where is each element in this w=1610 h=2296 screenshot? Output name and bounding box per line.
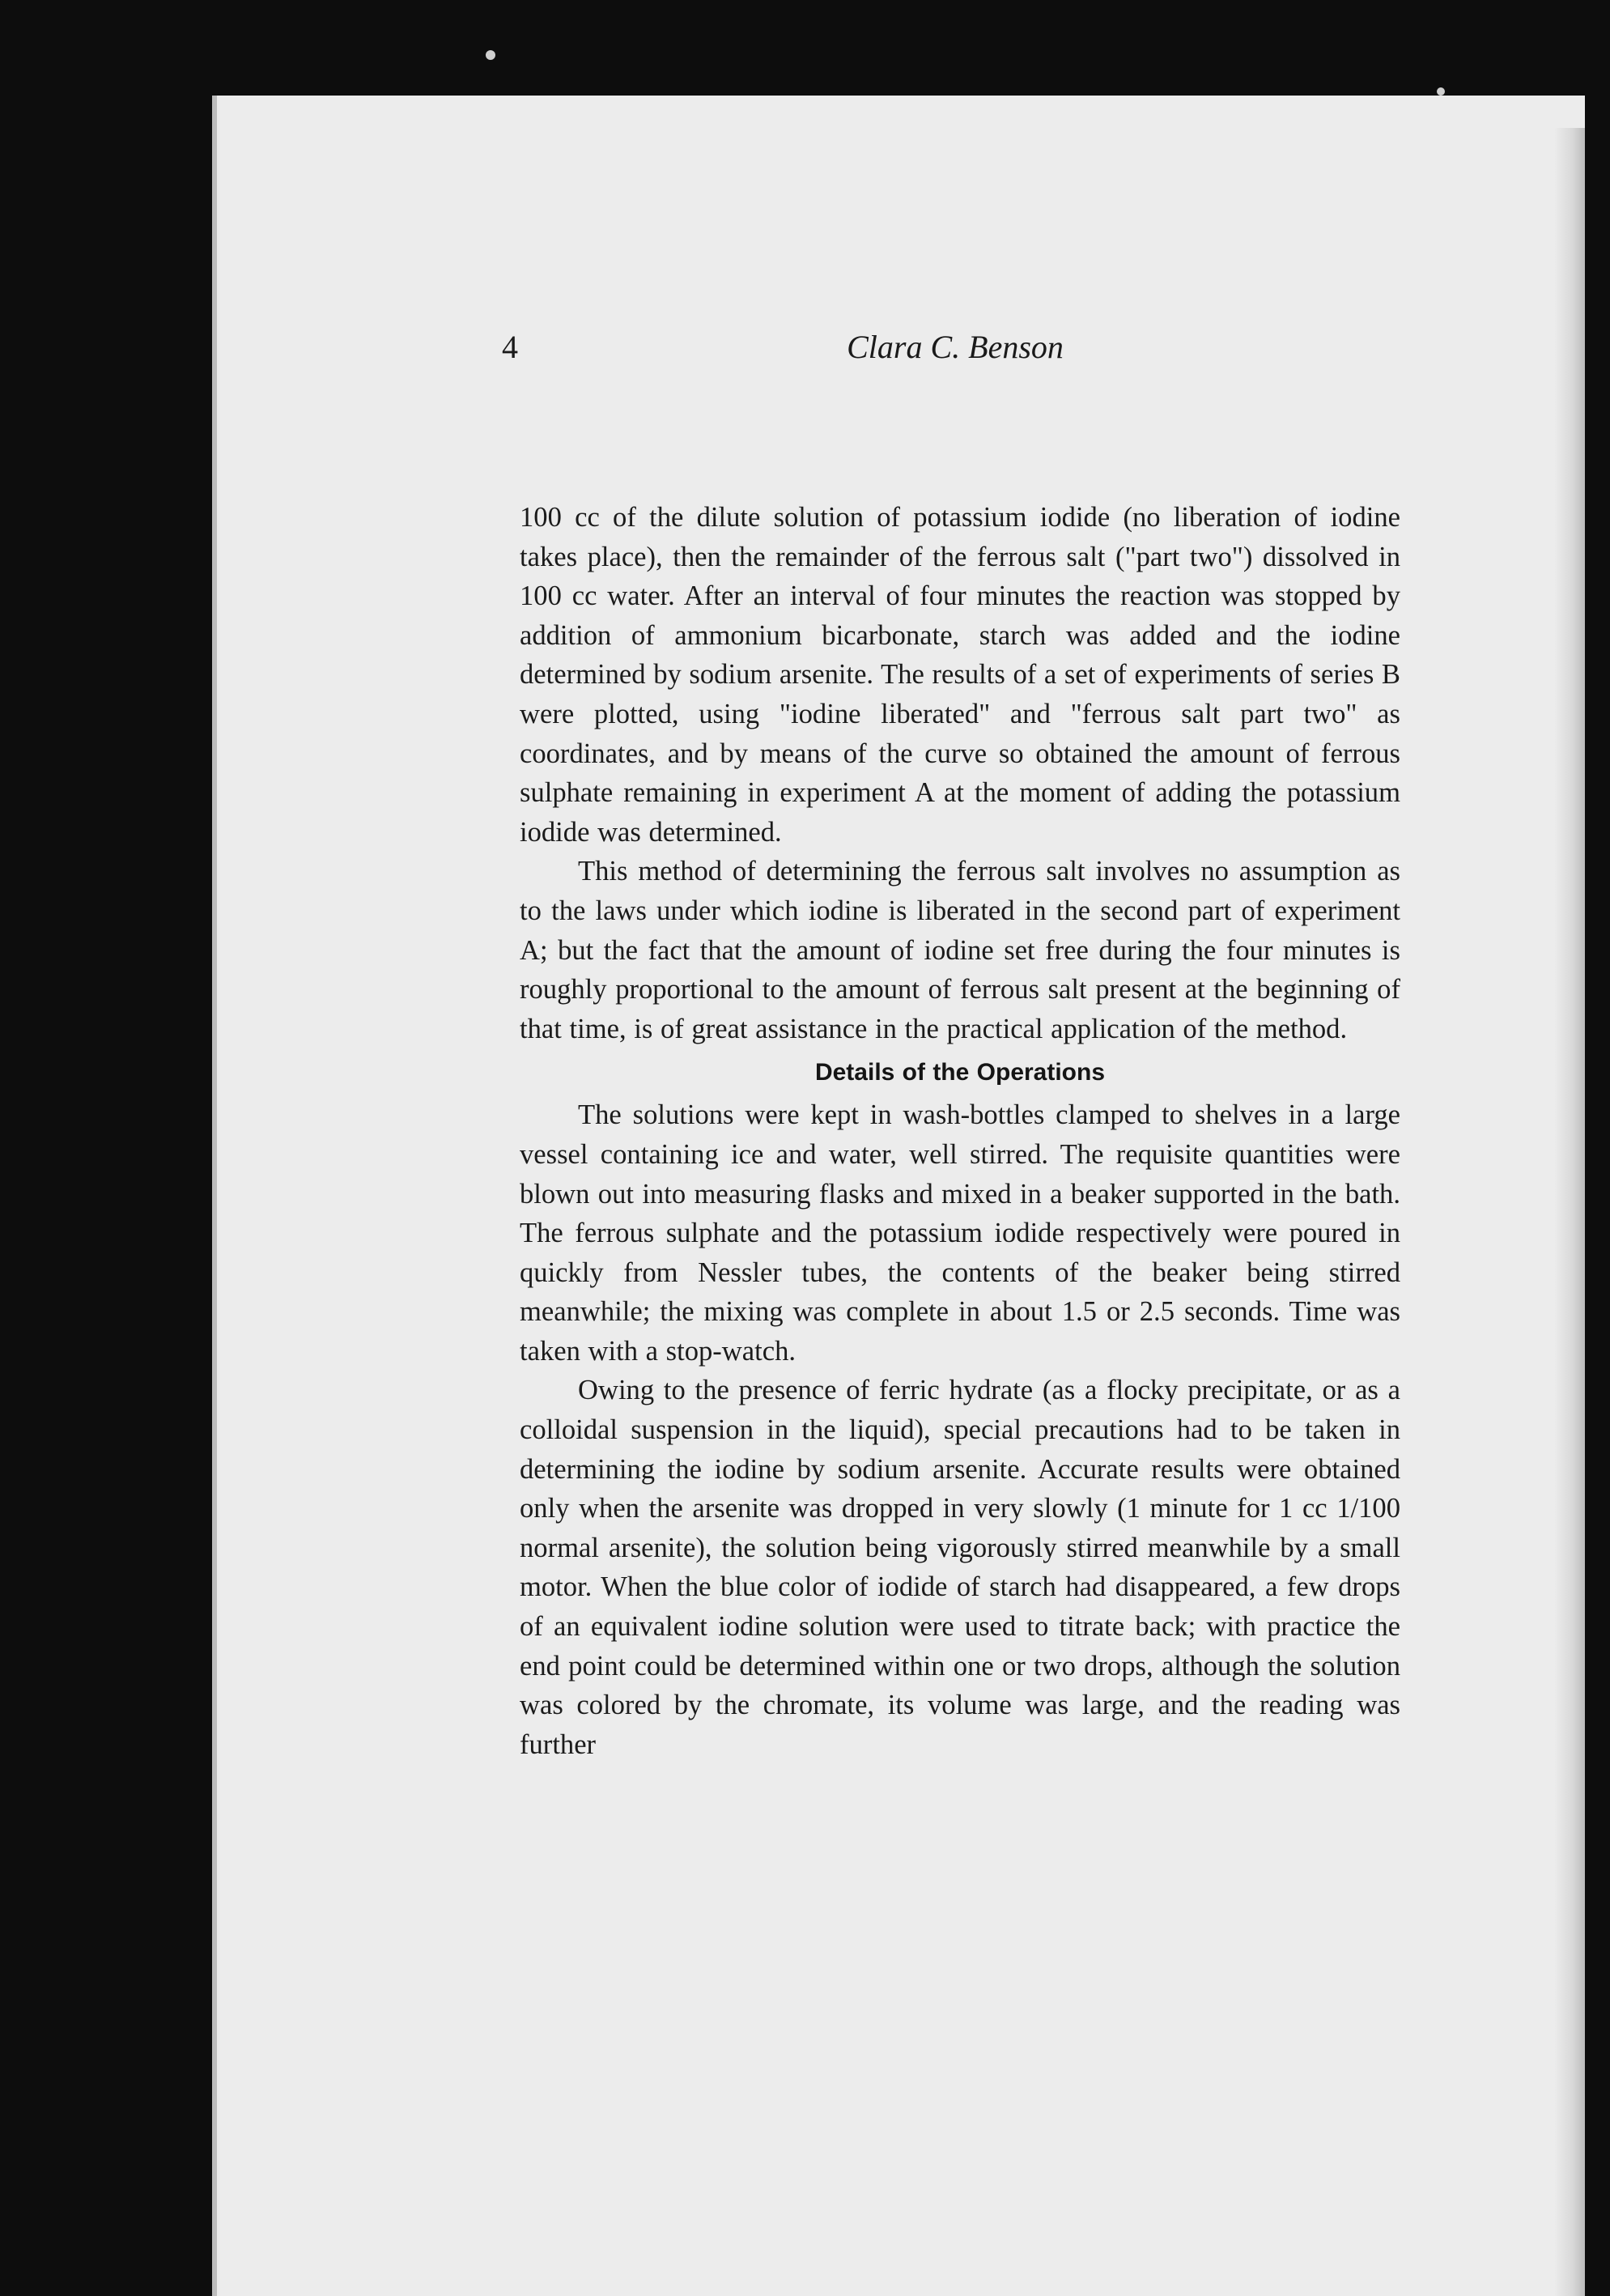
running-title: Clara C. Benson	[847, 329, 1064, 365]
paragraph-3: The solutions were kept in wash-bottles clamped to shelves in a large vessel containing ice and water, well stirred. The requisite quantities were blown out into measuring flasks and mixed in a beaker supported in the bath. The ferrous sulphate and the potassium iodide respectively were poured in quickly from Nessler tubes, the contents of the beaker being stirred meanwhile; the mixing was complete in about 1.5 or 2.5 seconds. Time was taken with a stop-watch.	[520, 1099, 1400, 1367]
paragraph-2: This method of determining the ferrous salt involves no assumption as to the laws under which iodine is liberated in the second part of experiment A; but the fact that the amount of iodine set free during the four minutes is roughly proportional to the amount of ferrous salt present at the beginning of that time, is of great assistance in the practical application of the method.	[520, 856, 1400, 1044]
scan-speck	[1437, 87, 1445, 96]
body-text	[520, 498, 1400, 1764]
section-heading: Details of the Operations	[814, 1059, 1106, 1086]
paragraph-1: 100 cc of the dilute solution of potassium iodide (no liberation of iodine takes place), then the remainder of the ferrous salt ("part two") dissolved in 100 cc water. After an interval of four minutes the reaction was stopped by addition of ammonium bicarbonate, starch was added and the iodine determined by sodium arsenite. The results of a set of experiments of series B were plotted, using "iodine liberated" and "ferrous salt part two" as coordinates, and by means of the curve so obtained the amount of ferrous sulphate remaining in experiment A at the moment of adding the potassium iodide was determined.	[520, 502, 1400, 848]
scan-speck	[486, 50, 495, 60]
page-number: 4	[502, 329, 518, 365]
running-head	[502, 328, 1408, 376]
paragraph-4: Owing to the presence of ferric hydrate (as a flocky precipitate, or as a colloidal suspension in the liquid), special precautions had to be taken in determining the iodine by sodium arsenite. Accurate results were obtained only when the arsenite was dropped in very slowly (1 minute for 1 cc 1/100 normal arsenite), the solution being vigorously stirred meanwhile by a small motor. When the blue color of iodide of starch had disappeared, a few drops of an equivalent iodine solution were used to titrate back; with practice the end point could be determined within one or two drops, although the solution was colored by the chromate, its volume was large, and the reading was further	[520, 1375, 1400, 1760]
page-edge	[1554, 128, 1585, 2296]
